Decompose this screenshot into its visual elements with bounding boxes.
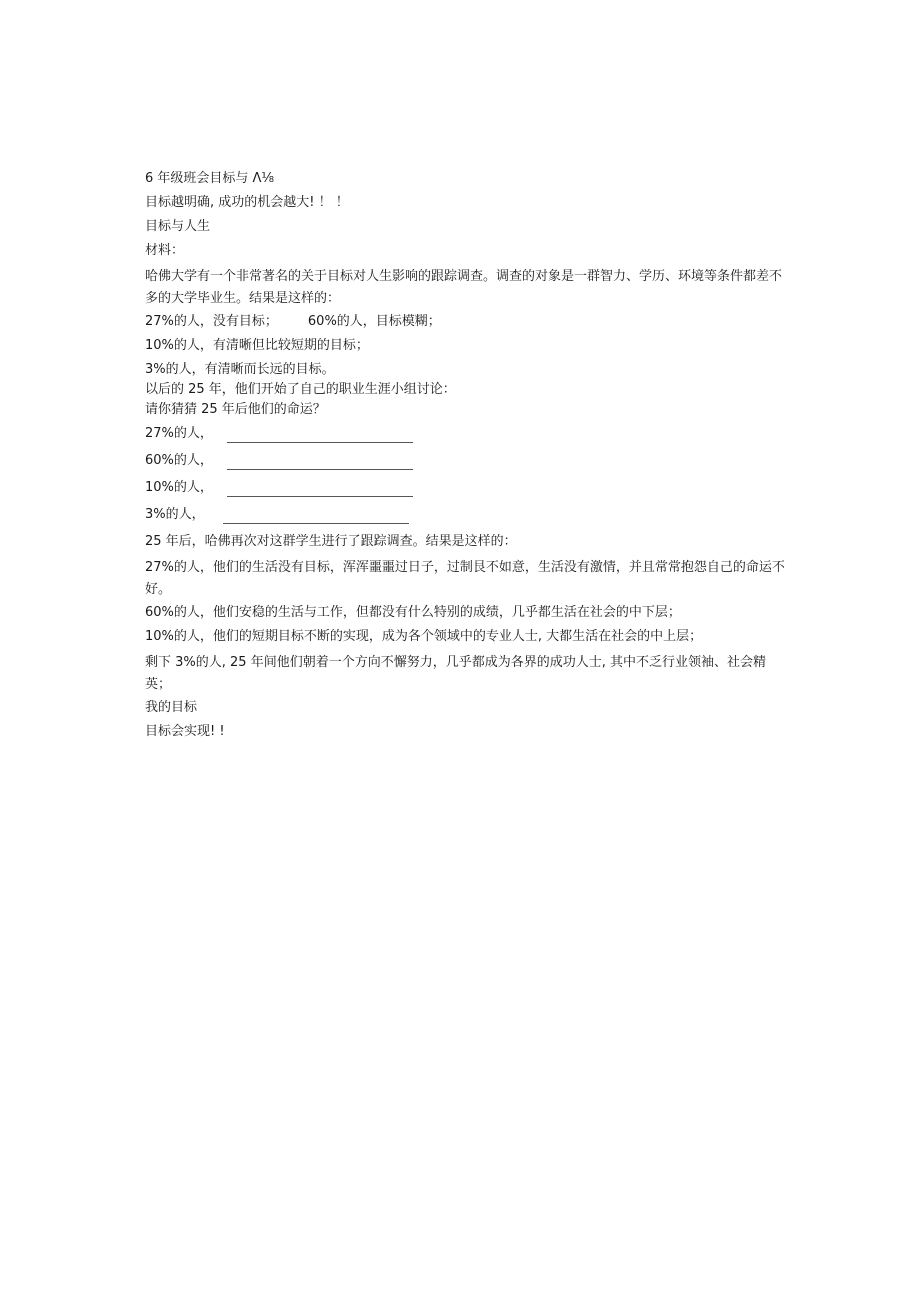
result-10: 10%的人，他们的短期目标不断的实现，成为各个领域中的专业人士, 大都生活在社会的中上层； <box>145 629 703 644</box>
heading-goal-life: 目标与人生 <box>145 219 211 234</box>
document-page <box>145 170 785 747</box>
fill-blank-row <box>145 425 785 443</box>
my-goal-heading: 我的目标 <box>145 700 198 715</box>
result-60: 60%的人，他们安稳的生活与工作，但都没有什么特别的成绩，几乎都生活在社会的中下层； <box>145 605 681 620</box>
stat-10: 10%的人，有清晰但比较短期的目标； <box>145 338 369 353</box>
slogan: 目标越明确, 成功的机会越大! ！ ！ <box>145 195 349 210</box>
fill-blank-line[interactable] <box>227 430 413 443</box>
stat-3: 3%的人，有清晰而长远的目标。 <box>145 362 335 377</box>
fill-blank-row <box>145 506 785 524</box>
fill-blank-label: 10%的人， <box>145 480 213 495</box>
fill-blank-row <box>145 479 785 497</box>
intro-paragraph: 哈佛大学有一个非常著名的关于目标对人生影响的跟踪调查。调查的对象是一群智力、学历、环境等条件都差不多的大学毕业生。结果是这样的： <box>145 269 783 306</box>
fill-blank-label: 60%的人， <box>145 453 213 468</box>
guess-prompt: 请你猜猜 25 年后他们的命运？ <box>145 402 326 417</box>
goal-realized: 目标会实现! ! <box>145 724 225 739</box>
stats-row-27-60 <box>145 313 785 331</box>
stat-27: 27%的人，没有目标； <box>145 314 278 329</box>
fill-blank-label: 27%的人， <box>145 426 213 441</box>
fill-blank-line[interactable] <box>227 457 413 470</box>
after-25-years: 以后的 25 年，他们开始了自己的职业生涯小组讨论： <box>145 382 456 397</box>
result-27: 27%的人，他们的生活没有目标，浑浑噩噩过日子，过制艮不如意，生活没有激情，并且常常抱怨自己的命运不好。 <box>145 560 785 597</box>
stat-60: 60%的人，目标模糊； <box>307 314 441 329</box>
fill-blank-line[interactable] <box>223 511 409 524</box>
material-label: 材料： <box>145 243 185 258</box>
fill-blank-row <box>145 452 785 470</box>
result-3: 剩下 3%的人, 25 年间他们朝着一个方向不懈努力，几乎都成为各界的成功人士, 其中不乏行业领袖、社会精英； <box>145 655 766 692</box>
fill-blank-label: 3%的人， <box>145 507 205 522</box>
fill-blank-line[interactable] <box>227 484 413 497</box>
result-intro: 25 年后，哈佛再次对这群学生进行了跟踪调查。结果是这样的： <box>145 534 517 549</box>
document-title: 6 年级班会目标与 Λ⅛ <box>145 171 275 186</box>
